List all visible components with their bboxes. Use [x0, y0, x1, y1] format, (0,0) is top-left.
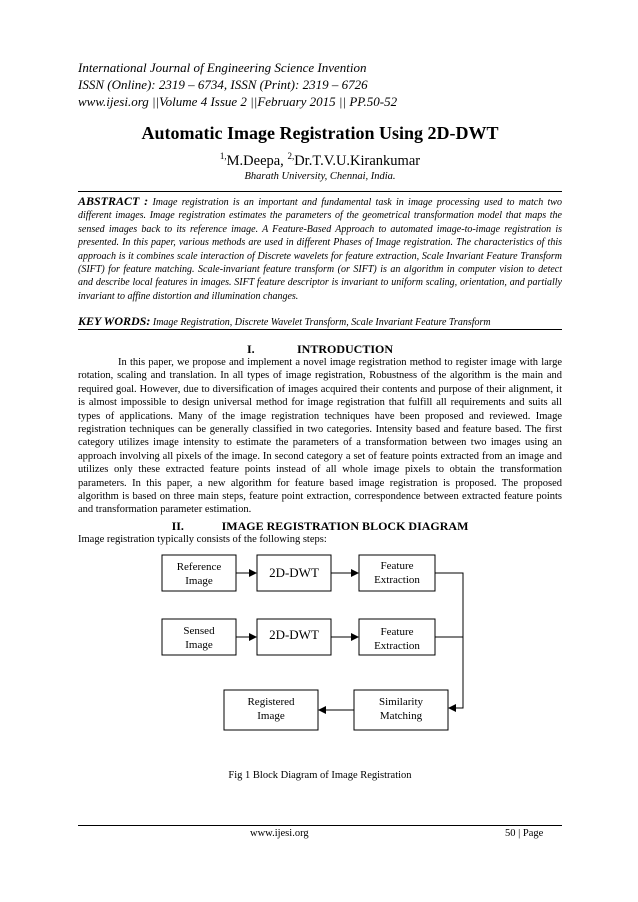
- dwt-label-bottom: 2D-DWT: [269, 627, 319, 642]
- abstract-text: Image registration is an important and fundamental task in image processing used to match two different images. Image registration estimates the parameters of the geometrical transformation model that maps the sensed images back to its reference image. A Feature-Based Approach to automated image-to-image registration is presented. In this paper, various methods are used in different Phases of Image registration. The characteristics of this approach is it combines scale interaction of Discrete wavelets for feature extraction, Scale Invariant Feature Transform (SIFT) for feature matching. Scale-invariant feature transform (or SIFT) is an algorithm in computer vision to detect and describe local features in images. SIFT feature descriptor is invariant to uniform scaling, orientation, and partially invariant to affine distortion and illumination changes.: [78, 197, 562, 302]
- paper-title: Automatic Image Registration Using 2D-DWT: [141, 123, 499, 143]
- registered-image-label-2: Image: [257, 710, 285, 722]
- section-heading-block-diagram: [78, 519, 562, 534]
- reference-image-label-1: Reference: [176, 561, 222, 573]
- figure-caption: Fig 1 Block Diagram of Image Registration: [228, 770, 412, 781]
- feature-extraction-bottom-label-2: Extraction: [374, 640, 420, 652]
- reference-image-label-2: Image: [185, 575, 213, 587]
- dwt-label-top: 2D-DWT: [269, 565, 319, 580]
- similarity-matching-label-2: Matching: [379, 710, 423, 722]
- similarity-matching-label-1: Similarity: [379, 696, 423, 708]
- abstract: [78, 195, 562, 303]
- paper-authors: [78, 151, 562, 170]
- connector-feature-top-to-matching: [435, 573, 463, 708]
- section-title: IMAGE REGISTRATION BLOCK DIAGRAM: [221, 519, 469, 533]
- author2-superscript: 2,: [287, 151, 295, 161]
- abstract-label: ABSTRACT :: [78, 194, 149, 208]
- block-diagram-intro: Image registration typically consists of the following steps:: [78, 534, 327, 545]
- journal-volume: www.ijesi.org ||Volume 4 Issue 2 ||February 2015 || PP.50-52: [78, 94, 398, 109]
- keywords-bottom-rule: [78, 329, 562, 330]
- journal-name: International Journal of Engineering Science Invention: [78, 60, 367, 75]
- section-title: INTRODUCTION: [296, 342, 393, 356]
- footer-url: www.ijesi.org: [250, 828, 309, 839]
- author-affiliation: Bharath University, Chennai, India.: [244, 171, 396, 182]
- footer-rule: [78, 825, 562, 826]
- keywords-text: Image Registration, Discrete Wavelet Transform, Scale Invariant Feature Transform: [150, 317, 491, 328]
- sensed-image-label-1: Sensed: [183, 625, 215, 637]
- feature-extraction-top-label-2: Extraction: [374, 574, 420, 586]
- keywords-label: KEY WORDS:: [78, 314, 151, 328]
- introduction-paragraph: [78, 356, 562, 517]
- section-heading-introduction: [78, 342, 562, 357]
- introduction-text: In this paper, we propose and implement a novel image registration method to register image with large rotation, scaling and translation. In all types of image registration, Robustness of the algorithm is the main and required goal. However, due to diversification of images acquired their contents and purpose of their alignment, it is almost impossible to design universal method for image registration that fulfill all requirements and suits all types of applications. Many of the image registration techniques have been proposed and reviewed. Image registration techniques can be generally classified in two categories. Intensity based and feature based. The first category utilizes image intensity to estimate the parameters of a transformation between two images using an approach involving all pixels of the image. In second category a set of feature points extracted from an image and utilizes only these extracted feature points instead of all whole image pixels to obtain the transformation parameters. In this paper, a new algorithm for feature based image registration is proposed. The proposed algorithm is based on three main steps, feature point extraction, correspondence between extracted feature points and transformation parameter estimation.: [78, 357, 562, 516]
- author2-name: Dr.T.V.U.Kirankumar: [294, 153, 421, 169]
- feature-extraction-top-label-1: Feature: [380, 560, 414, 572]
- feature-extraction-bottom-label-1: Feature: [380, 626, 414, 638]
- registered-image-label-1: Registered: [247, 696, 295, 708]
- section-number: II.: [171, 519, 184, 533]
- journal-issn: ISSN (Online): 2319 – 6734, ISSN (Print): 2319 – 6726: [78, 77, 368, 92]
- block-diagram: [160, 553, 480, 753]
- author1-name: M.Deepa,: [226, 153, 288, 169]
- sensed-image-label-2: Image: [185, 639, 213, 651]
- section-number: I.: [246, 342, 255, 356]
- abstract-top-rule: [78, 191, 562, 192]
- author1-superscript: 1,: [219, 151, 227, 161]
- footer-page-number: 50 | Page: [505, 828, 544, 839]
- keywords: [78, 314, 562, 329]
